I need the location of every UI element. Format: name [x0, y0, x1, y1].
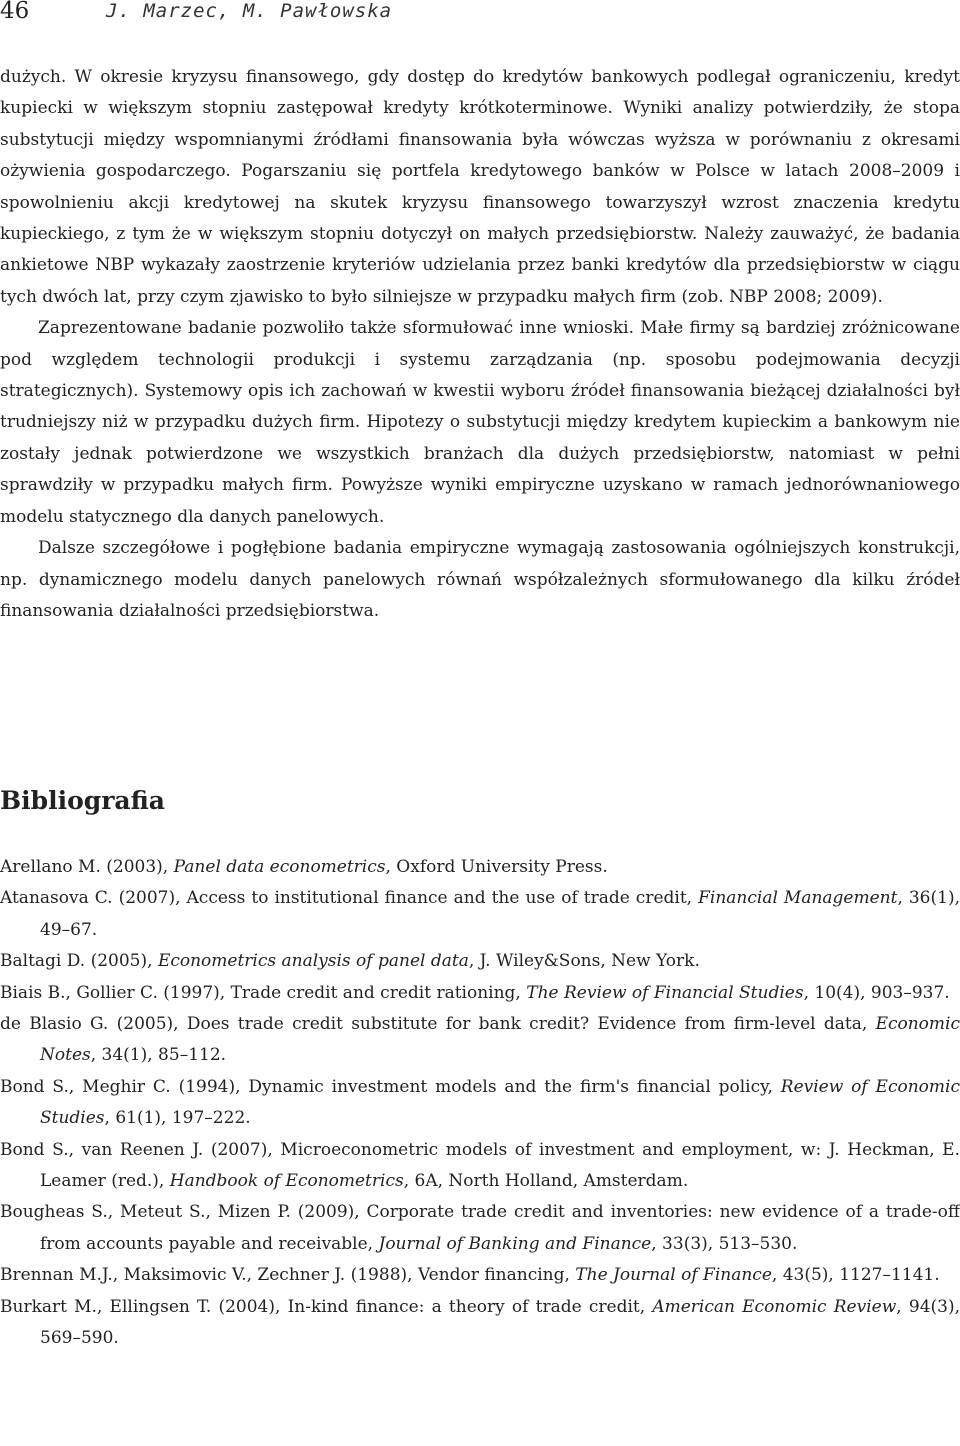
- bibliography-list: [0, 852, 960, 1355]
- bibliography-entry: [0, 1135, 960, 1198]
- entry-text: , 43(5), 1127–1141.: [771, 1265, 940, 1286]
- entry-italic: American Economic Review: [652, 1296, 897, 1317]
- paragraph: Dalsze szczegółowe i pogłębione badania empiryczne wymagają zastosowania ogólniejszych konstrukcji, np. dynamicznego modelu danych panelowych równań współzależnych sformułowanego dla kilku źródeł finansowania działalności przedsiębiorstwa.: [0, 538, 960, 621]
- bibliography-entry: [0, 1260, 960, 1291]
- entry-italic: Journal of Banking and Finance: [378, 1233, 652, 1254]
- entry-italic: The Review of Financial Studies: [526, 982, 804, 1003]
- entry-text: , Oxford University Press.: [385, 857, 608, 877]
- bibliography-entry: [0, 1009, 960, 1072]
- entry-text: Arellano M. (2003),: [0, 857, 174, 877]
- entry-italic: Econometrics analysis of panel data: [157, 951, 469, 972]
- entry-text: Bond S., Meghir C. (1994), Dynamic investment models and the firm's financial policy,: [0, 1076, 781, 1097]
- bibliography-entry: [0, 946, 960, 977]
- entry-text: Bond S., van Reenen J. (2007), Microeconometric models of investment and employment, w: J. Heckman, E. Leamer (red.),: [0, 1139, 960, 1192]
- entry-text: de Blasio G. (2005), Does trade credit substitute for bank credit? Evidence from firm-level data,: [0, 1014, 876, 1035]
- entry-text: , 33(3), 513–530.: [651, 1233, 798, 1254]
- entry-italic: Panel data econometrics: [173, 857, 386, 877]
- page-number: 46: [0, 0, 30, 24]
- entry-italic: The Journal of Finance: [575, 1265, 772, 1286]
- bibliography-entry: [0, 852, 960, 883]
- entry-text: Atanasova C. (2007), Access to institutional finance and the use of trade credit,: [0, 888, 699, 909]
- entry-text: , 6A, North Holland, Amsterdam.: [403, 1171, 689, 1192]
- entry-italic: Financial Management: [698, 888, 898, 909]
- entry-italic: Economic Notes: [40, 1014, 960, 1066]
- bibliography-entry: [0, 883, 960, 946]
- entry-text: Burkart M., Ellingsen T. (2004), In-kind finance: a theory of trade credit,: [0, 1296, 653, 1317]
- entry-text: , 10(4), 903–937.: [803, 982, 950, 1003]
- paragraph: Zaprezentowane badanie pozwoliło także sformułować inne wnioski. Małe firmy są bardziej zróżnicowane pod względem technologii produkcji i systemu zarządzania (np. sposobu podejmowania decyzji strategicznych). Systemowy opis ich zachowań w kwestii wyboru źródeł finansowania bieżącej działalności był trudniejszy niż w przypadku dużych firm. Hipotezy o substytucji między kredytem kupieckim a bankowym nie zostały jednak potwierdzone we wszystkich branżach dla dużych przedsiębiorstw, natomiast w pełni sprawdziły w przypadku małych firm. Powyższe wyniki empiryczne uzyskano w ramach jednorównaniowego modelu statycznego dla danych panelowych.: [0, 318, 960, 527]
- entry-text: , 94(3), 569–590.: [40, 1296, 960, 1349]
- bibliography-entry: [0, 1072, 960, 1135]
- page-header: [0, 0, 960, 40]
- entry-text: Baltagi D. (2005),: [0, 951, 158, 972]
- bibliography-entry: [0, 1292, 960, 1355]
- entry-italic: Handbook of Econometrics: [169, 1171, 404, 1192]
- entry-text: Biais B., Gollier C. (1997), Trade credit and credit rationing,: [0, 982, 527, 1003]
- entry-text: , J. Wiley&Sons, New York.: [468, 951, 700, 972]
- entry-text: Bougheas S., Meteut S., Mizen P. (2009), Corporate trade credit and inventories: new evidence of a trade-off from accounts payable and receivable,: [0, 1202, 960, 1254]
- entry-text: , 34(1), 85–112.: [90, 1045, 227, 1066]
- bibliography-entry: [0, 978, 960, 1009]
- running-head-authors: J. Marzec, M. Pawłowska: [106, 0, 393, 22]
- bibliography-entry: [0, 1197, 960, 1260]
- bibliography-heading: Bibliografia: [0, 786, 166, 815]
- paragraph: dużych. W okresie kryzysu finansowego, gdy dostęp do kredytów bankowych podlegał ograniczeniu, kredyt kupiecki w większym stopniu zastępował kredyty krótkoterminowe. Wyniki analizy potwierdziły, że stopa substytucji między wspomnianymi źródłami finansowania była wówczas wyższa w porównaniu z okresami ożywienia gospodarczego. Pogarszaniu się portfela kredytowego banków w Polsce w latach 2008–2009 i spowolnieniu akcji kredytowej na skutek kryzysu finansowego towarzyszył wzrost znaczenia kredytu kupieckiego, z tym że w większym stopniu dotyczył on małych przedsiębiorstw. Należy zauważyć, że badania ankietowe NBP wykazały zaostrzenie kryteriów udzielania przez banki kredytów dla przedsiębiorstw w ciągu tych dwóch lat, przy czym zjawisko to było silniejsze w przypadku małych firm (zob. NBP 2008; 2009).: [0, 67, 960, 307]
- entry-italic: Review of Economic Studies: [40, 1076, 960, 1129]
- entry-text: , 36(1), 49–67.: [40, 888, 960, 940]
- entry-text: , 61(1), 197–222.: [104, 1108, 251, 1129]
- body-text: [0, 62, 960, 627]
- entry-text: Brennan M.J., Maksimovic V., Zechner J. (1988), Vendor financing,: [0, 1265, 576, 1286]
